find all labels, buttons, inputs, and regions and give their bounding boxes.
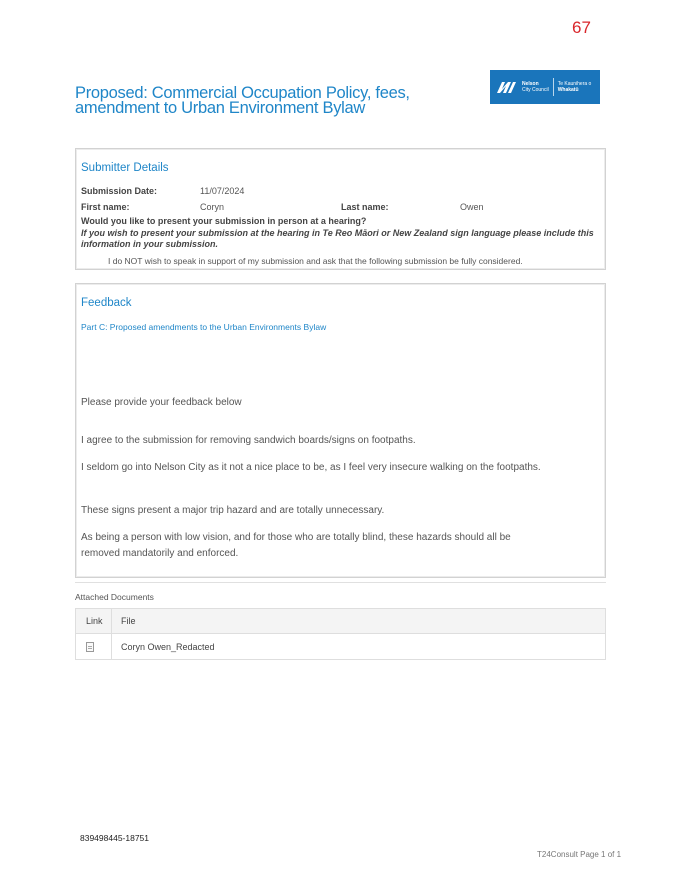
logo-text-english: [522, 81, 549, 93]
feedback-paragraph: I agree to the submission for removing sandwich boards/signs on footpaths.: [81, 435, 416, 446]
document-link-cell[interactable]: [76, 634, 112, 659]
logo-line-te-kaunihera: Te Kaunihera o: [557, 81, 592, 87]
nelson-city-council-logo-mark-icon: [496, 79, 518, 95]
page-footer: T24Consult Page 1 of 1: [537, 850, 622, 859]
submitter-details-panel: [75, 148, 606, 270]
attached-documents-table: [75, 608, 606, 660]
feedback-paragraph: I seldom go into Nelson City as it not a nice place to be, as I feel very insecure walking on the footpaths.: [81, 462, 541, 473]
first-name-value: Coryn: [200, 202, 225, 212]
page-title: Proposed: Commercial Occupation Policy, fees, amendment to Urban Environment Bylaw: [75, 84, 410, 117]
logo-line-city-council: City Council: [522, 87, 549, 93]
submission-date-row: [81, 186, 245, 196]
name-row: [81, 202, 601, 212]
hearing-question: [81, 216, 601, 251]
feedback-panel: [75, 283, 606, 578]
feedback-part-label: Part C: Proposed amendments to the Urban Environments Bylaw: [81, 322, 327, 332]
hearing-language-note: If you wish to present your submission at the hearing in Te Reo Māori or New Zealand sign language please include this information in your submission.: [81, 227, 594, 249]
logo-line-nelson: Nelson: [522, 81, 539, 87]
column-header-link: Link: [76, 609, 112, 633]
document-icon[interactable]: [86, 642, 94, 652]
feedback-paragraph: These signs present a major trip hazard and are totally unnecessary.: [81, 505, 385, 516]
document-id: 839498445-18751: [80, 833, 150, 843]
feedback-prompt: Please provide your feedback below: [81, 397, 242, 408]
section-divider: [75, 582, 606, 583]
logo-text-maori: [558, 81, 592, 93]
table-header-row: [76, 609, 605, 634]
file-name: Coryn Owen_Redacted: [121, 641, 215, 652]
page-number: 67: [572, 18, 591, 37]
last-name-label: Last name:: [341, 202, 389, 212]
table-row: [76, 634, 605, 659]
column-header-file: File: [121, 616, 136, 626]
logo-divider: [553, 78, 554, 96]
council-logo: [490, 70, 600, 104]
feedback-heading: Feedback: [81, 297, 132, 309]
submitter-details-heading: Submitter Details: [81, 162, 169, 174]
hearing-answer: I do NOT wish to speak in support of my submission and ask that the following submission be fully considered.: [108, 256, 523, 266]
attached-documents-label: Attached Documents: [75, 592, 154, 602]
logo-line-whakatu: Whakatū: [557, 87, 579, 93]
hearing-question-text: Would you like to present your submission in person at a hearing?: [81, 216, 367, 226]
last-name-value: Owen: [460, 202, 484, 212]
feedback-paragraph: As being a person with low vision, and for those who are totally blind, these hazards should all be removed mandatorily and enforced.: [81, 532, 511, 559]
submission-date-label: Submission Date:: [81, 186, 158, 196]
submission-date-value: 11/07/2024: [200, 186, 245, 196]
first-name-label: First name:: [81, 202, 130, 212]
